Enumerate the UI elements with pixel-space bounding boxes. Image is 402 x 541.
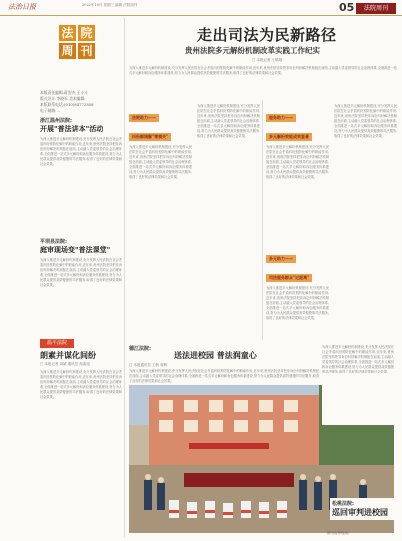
section-tag: 法院周刊 — [356, 3, 396, 14]
main-headline: 走出司法为民新路径 — [197, 26, 337, 44]
story-body: 为深入推进多元解纷机制建设,充分发挥人民法院在社会矛盾纠纷预防化解中的职能作用,近年来,贵州法院坚持把非诉讼纠纷解决机制挺在前面,主动融入党委领导的社会治理体系,全面推进一站式多元解纷和诉讼服务体系建设,努力为人民群众提供高效便捷的司法服务,取得了良好的法律效果和社会效果。 — [40, 137, 122, 166]
column-divider — [262, 100, 263, 340]
editor-line: 版式设计:李晓军 美术编辑: — [40, 96, 86, 101]
story-right — [322, 345, 394, 425]
story-body: 为深入推进多元解纷机制建设,充分发挥人民法院在社会矛盾纠纷预防化解中的职能作用,近年来,贵州法院坚持把非诉讼纠纷解决机制挺在前面,主动融入党委领导的社会治理体系,全面推进一站式多元解纷和诉讼服务体系建设,努力为人民群众提供高效便捷的司法服务,取得了良好的法律效果和社会效果。 — [40, 370, 122, 399]
dateline: 2022年10月 星期三 编辑 法院周刊 — [82, 3, 138, 7]
story-body: 为深入推进多元解纷机制建设,充分发挥人民法院在社会矛盾纠纷预防化解中的职能作用,近年来,贵州法院坚持把非诉讼纠纷解决机制挺在前面,主动融入党委领导的社会治理体系,全面推进一站式多元解纷和诉讼服务体系建设,努力为人民群众提供高效便捷的司法服务,取得了良好的法律效果和社会效果。 — [129, 145, 192, 179]
story-body: 为深入推进多元解纷机制建设,充分发挥人民法院在社会矛盾纠纷预防化解中的职能作用,近年来,贵州法院坚持把非诉讼纠纷解决机制挺在前面,主动融入党委领导的社会治理体系,全面推进一站式多元解纷和诉讼服务体系建设,努力为人民群众提供高效便捷的司法服务,取得了良好的法律效果和社会效果。 — [322, 345, 394, 373]
main-lede: 为深入推进多元解纷机制建设,充分发挥人民法院在社会矛盾纠纷预防化解中的职能作用,近年来,贵州法院坚持把非诉讼纠纷解决机制挺在前面,主动融入党委领导的社会治理体系,全面推进一站式多元解纷和诉讼服务体系建设,努力为人民群众提供高效便捷的司法服务,取得了良好的法律效果和社会效果。 — [129, 66, 397, 75]
subhead-badge: 纠纷群调解"零损失" — [129, 133, 171, 141]
page-number: 05 — [339, 1, 355, 14]
editor-credits — [40, 90, 114, 114]
main-byline: □ 本报记者 王鹤翔 — [252, 58, 283, 62]
subhead-badge: 服务助力—— — [266, 114, 296, 122]
story-headline: 朗素并谋化间纷 — [40, 351, 96, 360]
section-logo — [40, 25, 114, 85]
masthead-bar — [0, 0, 402, 16]
editor-line: 电子邮箱:... — [40, 108, 61, 113]
photo-caption: 图为庭审现场。 — [327, 531, 352, 535]
header-rule — [0, 15, 402, 16]
logo-char: 刊 — [78, 43, 95, 59]
story-left3 — [40, 350, 122, 540]
logo-char: 法 — [59, 25, 76, 41]
subhead-badge: 法院助力—— — [129, 114, 159, 122]
story-headline: 送法进校园 普法润童心 — [174, 351, 257, 360]
editor-line: 本版联系电话:(010)84772858 — [40, 102, 94, 107]
story-body: 为深入推进多元解纷机制建设,充分发挥人民法院在社会矛盾纠纷预防化解中的职能作用,近年来,贵州法院坚持把非诉讼纠纷解决机制挺在前面,主动融入党委领导的社会治理体系,全面推进一站式多元解纷和诉讼服务体系建设,努力为人民群众提供高效便捷的司法服务,取得了良好的法律效果和社会效果。 — [197, 104, 260, 138]
story-mid1 — [129, 104, 192, 373]
masthead-title: 法治日报 — [8, 3, 36, 11]
story-headline: 开展"普法讲本"活动 — [40, 125, 104, 133]
story-body: 为深入推进多元解纷机制建设,充分发挥人民法院在社会矛盾纠纷预防化解中的职能作用,近年来,贵州法院坚持把非诉讼纠纷解决机制挺在前面,主动融入党委领导的社会治理体系,全面推进一站式多元解纷和诉讼服务体系建设,努力为人民群众提供高效便捷的司法服务,取得了良好的法律效果和社会效果。 — [266, 145, 329, 179]
story-headline: 巡回审判进校园 — [332, 508, 388, 517]
story-body: 为深入推进多元解纷机制建设,充分发挥人民法院在社会矛盾纠纷预防化解中的职能作用,近年来,贵州法院坚持把非诉讼纠纷解决机制挺在前面,主动融入党委领导的社会治理体系,全面推进一站式多元解纷和诉讼服务体系建设,努力为人民群众提供高效便捷的司法服务,取得了良好的法律效果和社会效果。 — [129, 369, 319, 383]
logo-char: 周 — [59, 43, 76, 59]
story-body: 为深入推进多元解纷机制建设,充分发挥人民法院在社会矛盾纠纷预防化解中的职能作用,近年来,贵州法院坚持把非诉讼纠纷解决机制挺在前面,主动融入党委领导的社会治理体系,全面推进一站式多元解纷和诉讼服务体系建设,努力为人民群众提供高效便捷的司法服务,取得了良好的法律效果和社会效果。 — [266, 286, 329, 320]
subhead-badge: 多元解纷效能成效显著 — [266, 133, 312, 141]
story-byline: □ 本报通讯员 王帆 蒋辉 — [129, 363, 168, 367]
editor-line: 本版责任编辑:蒋安杰 王斗斗 — [40, 90, 89, 95]
main-subheadline: 贵州法院多元解纷机制改革实践工作纪实 — [185, 46, 320, 55]
column-divider — [124, 18, 125, 538]
story-headline: 庭审现场变"普法课堂" — [40, 246, 111, 254]
story-kicker: 松桃法院: — [332, 501, 354, 507]
story-badge: 温平法院 — [40, 339, 74, 348]
story-kicker: 平坝县法院: — [40, 239, 68, 245]
logo-char: 院 — [78, 25, 95, 41]
story-left1 — [40, 117, 122, 213]
subhead-badge: 司法服务群众"近距离" — [266, 274, 312, 282]
story-left2 — [40, 238, 122, 338]
story-body: 为深入推进多元解纷机制建设,充分发挥人民法院在社会矛盾纠纷预防化解中的职能作用,近年来,贵州法院坚持把非诉讼纠纷解决机制挺在前面,主动融入党委领导的社会治理体系,全面推进一站式多元解纷和诉讼服务体系建设,努力为人民群众提供高效便捷的司法服务,取得了良好的法律效果和社会效果。 — [334, 104, 397, 138]
story-byline: □ 本报记者 周斌 通讯员 倪嘉旭 — [40, 362, 90, 366]
subhead-badge: 多元助力—— — [266, 255, 296, 263]
story-kicker: 浙江温州法院: — [40, 118, 73, 124]
story-right-head — [330, 498, 400, 520]
story-kicker: 德江法院: — [129, 346, 151, 352]
story-body: 为深入推进多元解纷机制建设,充分发挥人民法院在社会矛盾纠纷预防化解中的职能作用,近年来,贵州法院坚持把非诉讼纠纷解决机制挺在前面,主动融入党委领导的社会治理体系,全面推进一站式多元解纷和诉讼服务体系建设,努力为人民群众提供高效便捷的司法服务,取得了良好的法律效果和社会效果。 — [40, 258, 122, 287]
